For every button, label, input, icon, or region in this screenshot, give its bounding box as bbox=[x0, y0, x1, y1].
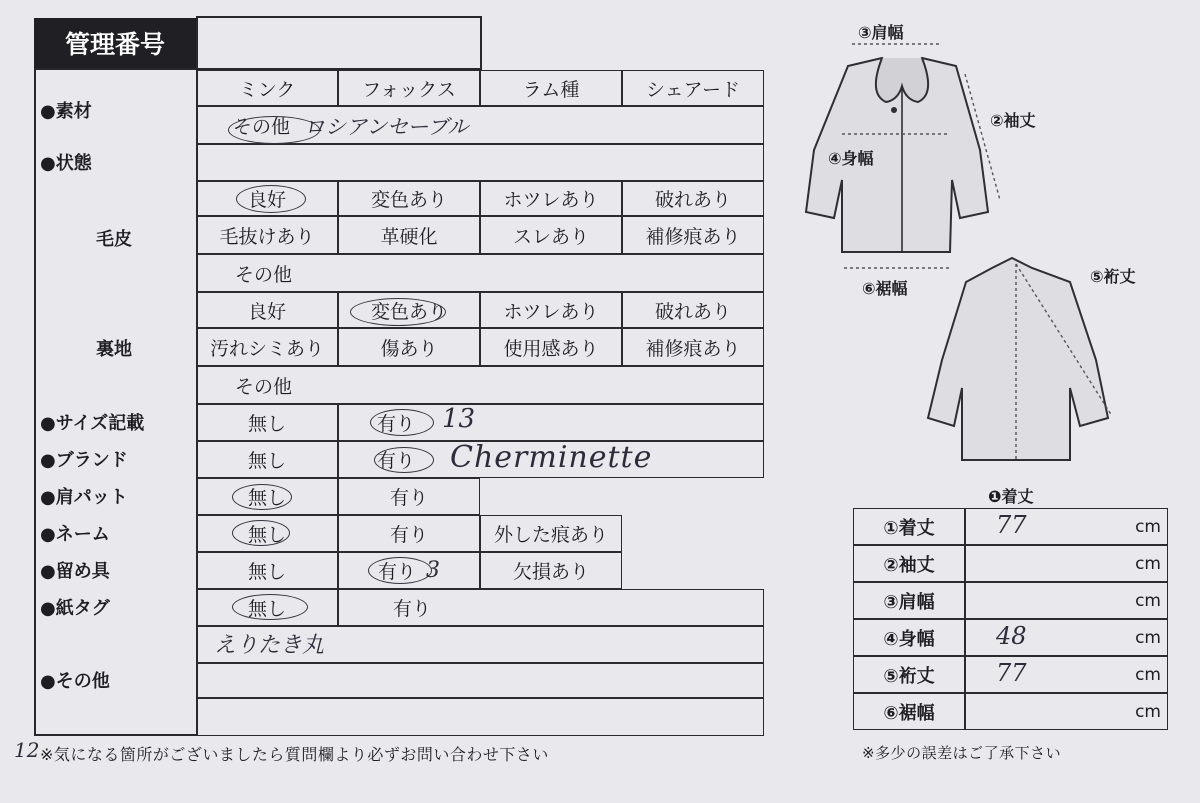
fur-other-row[interactable] bbox=[196, 254, 764, 292]
material-option[interactable]: シェアード bbox=[622, 70, 764, 106]
total-length-label: ❶着丈 bbox=[988, 487, 1034, 506]
material-other-label: その他 bbox=[233, 115, 291, 138]
yuki-length-label: ⑤裄丈 bbox=[1090, 267, 1136, 286]
circle-mark bbox=[228, 116, 320, 144]
title-block bbox=[34, 18, 196, 68]
measurement-row bbox=[853, 619, 1168, 656]
measurement-row bbox=[853, 508, 1168, 545]
circle-mark bbox=[232, 484, 292, 510]
lining-label: 裏地 bbox=[96, 339, 132, 360]
body-width-label: ④身幅 bbox=[828, 149, 874, 168]
hem-width-label: ⑥裾幅 bbox=[862, 279, 908, 298]
fur-label: 毛皮 bbox=[96, 229, 132, 250]
measurement-label: ④身幅 bbox=[853, 619, 965, 656]
size-tag-label: ●サイズ記載 bbox=[40, 413, 145, 434]
circle-mark bbox=[374, 447, 434, 473]
measurement-value-field[interactable] bbox=[965, 545, 1168, 582]
brand-no[interactable]: 無し bbox=[196, 441, 338, 478]
size-tag-yes-label: 有り bbox=[377, 413, 416, 435]
material-option[interactable]: ミンク bbox=[196, 70, 338, 106]
size-tag-handwritten: 13 bbox=[442, 404, 476, 434]
fur-hair-loss[interactable]: 毛抜けあり bbox=[196, 216, 338, 254]
brand-yes-label: 有り bbox=[377, 450, 416, 472]
fur-hardened[interactable]: 革硬化 bbox=[338, 216, 480, 254]
shoulder-width-label: ③肩幅 bbox=[858, 23, 904, 42]
measurement-value: 77 bbox=[996, 659, 1027, 687]
sleeve-length-label: ②袖丈 bbox=[990, 111, 1036, 130]
measurement-table bbox=[853, 508, 1168, 730]
lining-tear[interactable]: 破れあり bbox=[622, 292, 764, 328]
footer-handwritten: 12 bbox=[14, 738, 40, 762]
measurement-label: ②袖丈 bbox=[853, 545, 965, 582]
measurement-unit: cm bbox=[1135, 517, 1161, 537]
measurement-value-field[interactable] bbox=[965, 656, 1168, 693]
fur-other-label: その他 bbox=[235, 263, 293, 286]
tolerance-note: ※多少の誤差はご了承下さい bbox=[862, 744, 1062, 762]
shoulder-pad-yes[interactable]: 有り bbox=[338, 478, 480, 515]
name-tag-label: ●ネーム bbox=[40, 524, 110, 545]
lining-good[interactable]: 良好 bbox=[196, 292, 338, 328]
other-handwritten: えりたき丸 bbox=[214, 633, 325, 658]
lining-fray[interactable]: ホツレあり bbox=[480, 292, 622, 328]
measurement-value: 48 bbox=[996, 622, 1027, 650]
measurement-row bbox=[853, 656, 1168, 693]
measurement-value-field[interactable] bbox=[965, 619, 1168, 656]
circle-mark bbox=[232, 520, 290, 546]
material-label: ●素材 bbox=[40, 101, 92, 122]
fur-repair[interactable]: 補修痕あり bbox=[622, 216, 764, 254]
page-title: 管理番号 bbox=[64, 30, 165, 59]
circle-mark bbox=[368, 557, 432, 584]
measurement-unit: cm bbox=[1135, 702, 1161, 722]
brand-handwritten: Cherminette bbox=[450, 440, 653, 475]
measurement-unit: cm bbox=[1135, 591, 1161, 611]
name-tag-yes[interactable]: 有り bbox=[338, 515, 480, 552]
measurement-value-field[interactable] bbox=[965, 508, 1168, 545]
condition-label: ●状態 bbox=[40, 153, 92, 174]
coat-front-diagram bbox=[790, 30, 1020, 270]
fastener-missing[interactable]: 欠損あり bbox=[480, 552, 622, 589]
measurement-value-field[interactable] bbox=[965, 693, 1168, 730]
measurement-label: ⑥裾幅 bbox=[853, 693, 965, 730]
other-line-2[interactable] bbox=[196, 663, 764, 698]
brand-label: ●ブランド bbox=[40, 450, 128, 471]
other-line-3[interactable] bbox=[196, 698, 764, 736]
size-tag-no[interactable]: 無し bbox=[196, 404, 338, 441]
name-tag-no[interactable]: 無し bbox=[196, 515, 338, 552]
material-option[interactable]: フォックス bbox=[338, 70, 480, 106]
fastener-yes-label: 有り bbox=[377, 561, 416, 583]
management-number-field[interactable] bbox=[196, 16, 482, 70]
coat-back-outline bbox=[928, 258, 1108, 460]
fur-wear[interactable]: スレあり bbox=[480, 216, 622, 254]
circle-mark bbox=[232, 594, 308, 620]
measurement-row bbox=[853, 582, 1168, 619]
paper-tag-no[interactable]: 無し bbox=[196, 589, 338, 626]
paper-tag-yes[interactable] bbox=[338, 589, 764, 626]
name-tag-removed[interactable]: 外した痕あり bbox=[480, 515, 622, 552]
shoulder-pad-no[interactable]: 無し bbox=[196, 478, 338, 515]
measurement-value: 77 bbox=[996, 511, 1027, 539]
lining-other-row[interactable] bbox=[196, 366, 764, 404]
material-option[interactable]: ラム種 bbox=[480, 70, 622, 106]
measurement-label: ③肩幅 bbox=[853, 582, 965, 619]
lining-discoloration[interactable]: 変色あり bbox=[338, 292, 480, 328]
fur-fray[interactable]: ホツレあり bbox=[480, 180, 622, 216]
fur-good[interactable]: 良好 bbox=[196, 180, 338, 216]
fur-tear[interactable]: 破れあり bbox=[622, 180, 764, 216]
lining-repair[interactable]: 補修痕あり bbox=[622, 328, 764, 366]
measurement-value-field[interactable] bbox=[965, 582, 1168, 619]
lining-used[interactable]: 使用感あり bbox=[480, 328, 622, 366]
paper-tag-label: ●紙タグ bbox=[40, 598, 110, 619]
measurement-unit: cm bbox=[1135, 628, 1161, 648]
shoulder-pad-label: ●肩パット bbox=[40, 487, 128, 508]
measurement-unit: cm bbox=[1135, 554, 1161, 574]
measurement-label: ①着丈 bbox=[853, 508, 965, 545]
measurement-row bbox=[853, 545, 1168, 582]
fastener-handwritten: 3 bbox=[426, 558, 440, 583]
other-label: ●その他 bbox=[40, 671, 110, 692]
fur-discoloration[interactable]: 変色あり bbox=[338, 180, 480, 216]
circle-mark bbox=[370, 409, 434, 436]
lining-scratch[interactable]: 傷あり bbox=[338, 328, 480, 366]
fastener-no[interactable]: 無し bbox=[196, 552, 338, 589]
circle-mark bbox=[350, 298, 446, 326]
lining-stain[interactable]: 汚れシミあり bbox=[196, 328, 338, 366]
circle-mark bbox=[236, 185, 306, 213]
fastener-label: ●留め具 bbox=[40, 561, 110, 582]
lining-other-label: その他 bbox=[235, 375, 293, 398]
measurement-row bbox=[853, 693, 1168, 730]
material-handwritten: ロシアンセーブル bbox=[304, 115, 469, 139]
condition-row bbox=[196, 144, 764, 182]
measurement-unit: cm bbox=[1135, 665, 1161, 685]
paper-tag-yes-label: 有り bbox=[393, 598, 432, 620]
footer-note: ※気になる箇所がございましたら質問欄より必ずお問い合わせ下さい bbox=[40, 745, 549, 764]
measurement-label: ⑤裄丈 bbox=[853, 656, 965, 693]
